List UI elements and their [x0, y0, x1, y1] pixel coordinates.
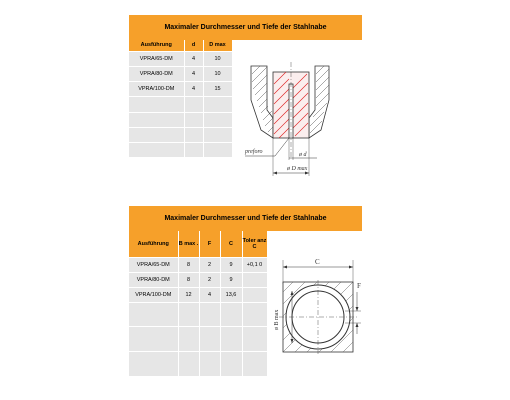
table-cell — [203, 96, 232, 112]
table-cell: 8 — [178, 257, 199, 272]
table-cell — [129, 351, 178, 376]
table-cell — [242, 272, 267, 287]
table-header-row — [129, 40, 232, 51]
table-cell — [184, 127, 203, 142]
table-cell — [129, 142, 184, 157]
table-cell — [220, 326, 242, 351]
B-max-dimension-label: ø B max — [274, 309, 280, 330]
table-cell — [129, 326, 178, 351]
table-cell: 4 — [199, 287, 220, 302]
table-row — [129, 127, 232, 142]
table-cell: 15 — [203, 81, 232, 96]
table-row — [129, 287, 267, 302]
table-cell — [129, 127, 184, 142]
column-header: C — [220, 231, 242, 257]
table-cell — [178, 351, 199, 376]
table-cell — [199, 351, 220, 376]
table-cell — [129, 112, 184, 127]
table-cell: VPRA/100-DM — [129, 81, 184, 96]
spec-panel-1 — [129, 15, 362, 179]
table-cell — [220, 351, 242, 376]
table-cell — [178, 302, 199, 326]
column-header: Ausführung — [129, 231, 178, 257]
table-cell: VPRA/65-DM — [129, 51, 184, 66]
column-header: B max . — [178, 231, 199, 257]
table-header-row — [129, 231, 267, 257]
table-cell — [242, 287, 267, 302]
table-cell: 13,6 — [220, 287, 242, 302]
table-cell: 8 — [178, 272, 199, 287]
table-cell — [203, 112, 232, 127]
table-cell: VPRA/80-DM — [129, 272, 178, 287]
table-cell: 4 — [184, 66, 203, 81]
table-cell: VPRA/80-DM — [129, 66, 184, 81]
table-row — [129, 51, 232, 66]
table-cell — [129, 96, 184, 112]
table-cell — [242, 302, 267, 326]
table-cell — [129, 302, 178, 326]
C-dimension-label: C — [315, 258, 320, 266]
table-row — [129, 272, 267, 287]
column-header: F — [199, 231, 220, 257]
table-cell: VPRA/65-DM — [129, 257, 178, 272]
table-row — [129, 96, 232, 112]
table-cell: 2 — [199, 257, 220, 272]
D-max-dimension-label: ø D max — [287, 166, 308, 172]
table-cell — [242, 326, 267, 351]
table-row — [129, 257, 267, 272]
table-cell: 10 — [203, 51, 232, 66]
table-cell — [242, 351, 267, 376]
table-cell: 9 — [220, 272, 242, 287]
table-cell — [184, 96, 203, 112]
table-cell — [184, 142, 203, 157]
table-cell: 2 — [199, 272, 220, 287]
panel-2-table — [129, 231, 268, 377]
table-cell: 12 — [178, 287, 199, 302]
column-header: Ausführung — [129, 40, 184, 51]
table-row — [129, 326, 267, 351]
table-cell — [220, 302, 242, 326]
panel-1-table — [129, 40, 233, 158]
table-row — [129, 302, 267, 326]
panel-2-title: Maximaler Durchmesser und Tiefe der Stahlnabe — [129, 206, 362, 231]
table-cell — [199, 302, 220, 326]
table-cell: 4 — [184, 51, 203, 66]
table-cell: 9 — [220, 257, 242, 272]
panel-1-title: Maximaler Durchmesser und Tiefe der Stahlnabe — [129, 15, 362, 40]
F-dimension-label: F — [357, 282, 361, 290]
table-cell — [203, 127, 232, 142]
table-cell — [184, 112, 203, 127]
table-cell: +0,1 0 — [242, 257, 267, 272]
column-header: D max — [203, 40, 232, 51]
table-row — [129, 112, 232, 127]
table-row — [129, 81, 232, 96]
table-cell — [199, 326, 220, 351]
column-header: d — [184, 40, 203, 51]
table-cell — [178, 326, 199, 351]
ring-section-drawing — [269, 256, 367, 366]
table-cell: VPRA/100-DM — [129, 287, 178, 302]
hub-section-drawing — [237, 62, 362, 182]
table-cell: 4 — [184, 81, 203, 96]
table-row — [129, 351, 267, 376]
table-row — [129, 142, 232, 157]
table-cell — [203, 142, 232, 157]
spec-panel-2 — [129, 206, 362, 385]
table-cell: 10 — [203, 66, 232, 81]
column-header: Toler anz C — [242, 231, 267, 257]
table-row — [129, 66, 232, 81]
preforo-label: preforo — [245, 149, 263, 155]
d-dimension-label: ø d — [299, 152, 307, 158]
